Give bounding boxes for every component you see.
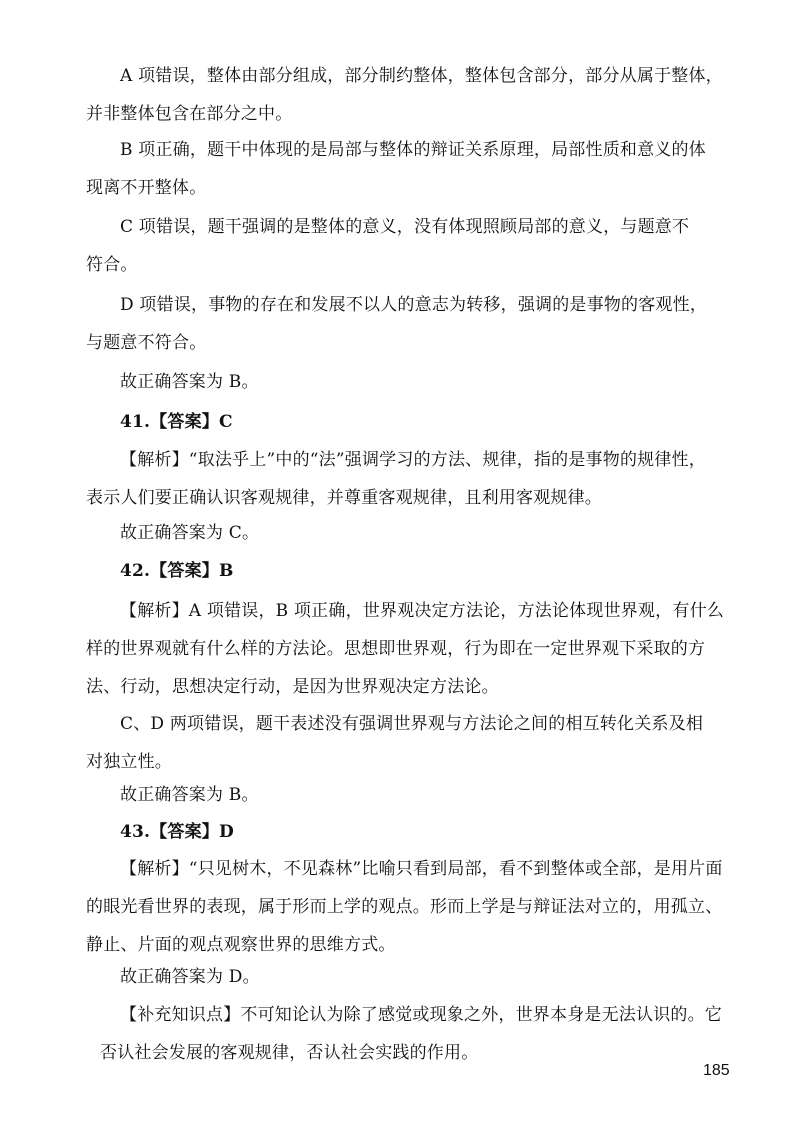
text-line: A 项错误，整体由部分组成，部分制约整体，整体包含部分，部分从属于整体， (120, 66, 723, 86)
text-line: 故正确答案为 D。 (120, 967, 260, 987)
text-line: 法、行动，思想决定行动，是因为世界观决定方法论。 (86, 677, 499, 697)
answer-summary (86, 363, 746, 401)
question-43-answer (86, 813, 746, 851)
text-line: 静止、片面的观点观察世界的思维方式。 (86, 935, 396, 955)
text-line: 【解析】“取法乎上”中的“法”强调学习的方法、规律，指的是事物的规律性， (120, 450, 706, 470)
text-line: 样的世界观就有什么样的方法论。思想即世界观，行为即在一定世界观下采取的方 (86, 639, 706, 659)
text-line: 故正确答案为 B。 (120, 785, 259, 805)
supplementary-knowledge (86, 996, 746, 1072)
question-42-answer (86, 552, 746, 590)
paragraph-option-c (86, 208, 746, 284)
question-41-analysis (86, 441, 746, 517)
answer-summary (86, 514, 746, 552)
text-line: 否认社会发展的客观规律，否认社会实践的作用。 (100, 1043, 479, 1063)
answer-summary (86, 776, 746, 814)
page-number: 185 (703, 1062, 730, 1079)
text-line: 41.【答案】C (120, 412, 233, 432)
text-line: 并非整体包含在部分之中。 (86, 104, 293, 124)
text-line: 【解析】A 项错误，B 项正确，世界观决定方法论，方法论体现世界观，有什么 (120, 601, 724, 621)
text-line: C 项错误，题干强调的是整体的意义，没有体现照顾局部的意义，与题意不 (120, 217, 690, 237)
paragraph-option-d (86, 286, 746, 362)
text-line: D 项错误，事物的存在和发展不以人的意志为转移，强调的是事物的客观性， (120, 295, 708, 315)
text-line: 43.【答案】D (120, 822, 234, 842)
text-line: 表示人们要正确认识客观规律，并尊重客观规律，且利用客观规律。 (86, 488, 602, 508)
text-line: 符合。 (86, 255, 138, 275)
paragraph-option-a (86, 57, 746, 133)
text-line: 现离不开整体。 (86, 178, 207, 198)
text-line: 与题意不符合。 (86, 333, 207, 353)
text-line: 【解析】“只见树木，不见森林”比喻只看到局部，看不到整体或全部，是用片面 (120, 859, 723, 879)
text-line: 故正确答案为 C。 (120, 523, 260, 543)
question-41-answer (86, 403, 746, 441)
answer-summary (86, 958, 746, 996)
text-line: C、D 两项错误，题干表述没有强调世界观与方法论之间的相互转化关系及相 (120, 714, 704, 734)
text-line: 42.【答案】B (120, 561, 234, 581)
paragraph-option-b (86, 131, 746, 207)
text-line: 的眼光看世界的表现，属于形而上学的观点。形而上学是与辩证法对立的，用孤立、 (86, 897, 723, 917)
question-43-analysis (86, 850, 746, 964)
text-line: B 项正确，题干中体现的是局部与整体的辩证关系原理，局部性质和意义的体 (120, 140, 706, 160)
text-line: 【补充知识点】不可知论认为除了感觉或现象之外，世界本身是无法认识的。它 (120, 1005, 722, 1025)
question-42-analysis (86, 592, 746, 706)
text-line: 对独立性。 (86, 752, 172, 772)
question-42-options-cd (86, 705, 746, 781)
text-line: 故正确答案为 B。 (120, 372, 259, 392)
